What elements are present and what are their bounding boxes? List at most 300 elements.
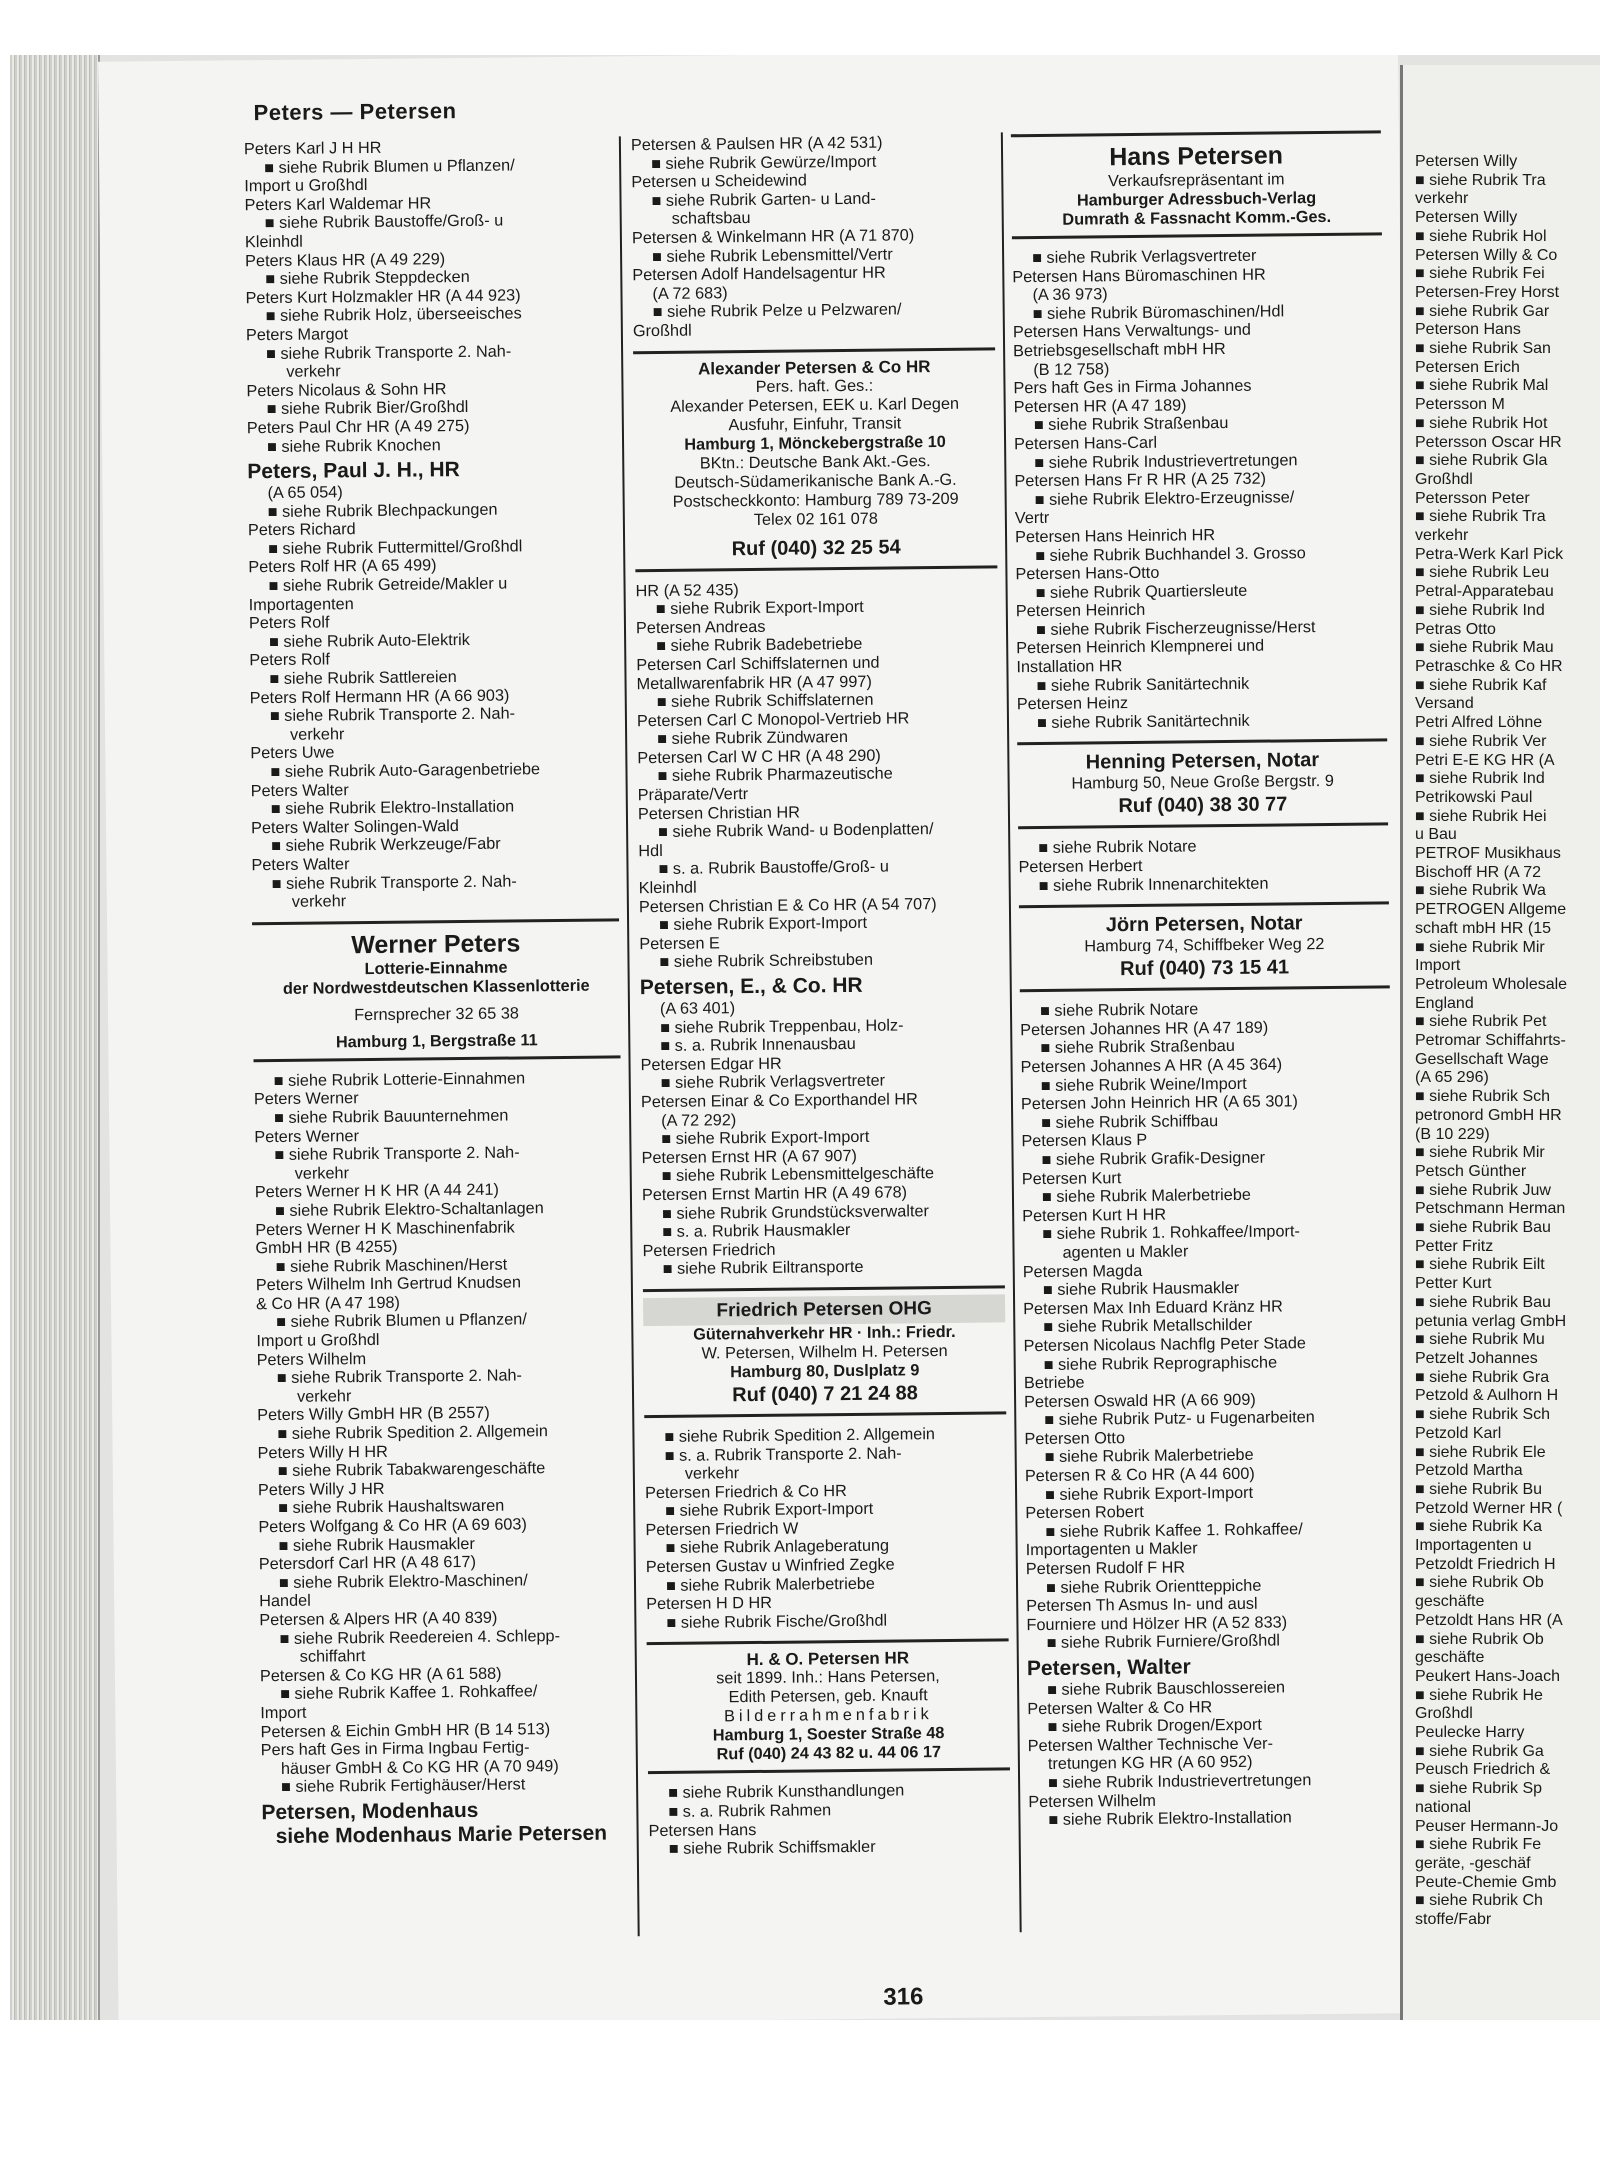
rubric-reference: ■ siehe Rubrik Elektro-Erzeugnisse/ [1034, 488, 1295, 509]
directory-entry: Petersen Hans Fr R HR (A 25 732) [1014, 469, 1267, 491]
directory-entry: Hdl [638, 841, 663, 861]
rubric-reference: ■ siehe Rubrik Straßenbau [1040, 1037, 1235, 1058]
directory-entry: Großhdl [1415, 1705, 1473, 1723]
rubric-reference: ■ siehe Rubrik Ele [1415, 1443, 1546, 1461]
directory-entry: Petersen Carl Schiffslaternen und [636, 653, 880, 675]
directory-entry: Petersen u Scheidewind [631, 171, 808, 192]
rubric-reference: ■ siehe Rubrik Ob [1415, 1574, 1544, 1592]
ad-title: Werner Peters [351, 929, 521, 959]
rubric-reference: ■ siehe Rubrik Eiltransporte [662, 1258, 864, 1279]
directory-entry: national [1415, 1798, 1472, 1816]
rubric-reference: ■ siehe Rubrik Innenarchitekten [1038, 874, 1269, 895]
rubric-reference: ■ siehe Rubrik Steppdecken [265, 268, 470, 289]
rubric-reference: ■ siehe Rubrik Juw [1415, 1181, 1551, 1199]
rubric-reference: ■ siehe Rubrik Baustoffe/Groß- u [264, 211, 504, 233]
directory-entry: Petral-Apparatebau [1415, 583, 1554, 601]
directory-entry: Petersen Friedrich & Co HR [644, 1481, 847, 1502]
rubric-reference: ■ siehe Rubrik Fertighäuser/Herst [281, 1775, 526, 1797]
directory-entry: Importagenten u [1415, 1537, 1532, 1555]
directory-entry: verkehr [286, 362, 341, 381]
rubric-reference: ■ siehe Rubrik Kaffee 1. Rohkaffee/ [1045, 1520, 1303, 1541]
ad-address: Hamburg 80, Duslplatz 9 [730, 1361, 920, 1382]
directory-entry: Petschmann Herman [1415, 1200, 1566, 1218]
directory-entry: Peters Wolfgang & Co HR (A 69 603) [258, 1515, 527, 1537]
directory-entry: Handel [259, 1592, 311, 1611]
rubric-reference: ■ siehe Rubrik Ind [1415, 601, 1545, 619]
rubric-reference: ■ siehe Rubrik Sp [1415, 1780, 1543, 1798]
directory-entry: Petersen Nicolaus Nachflg Peter Stade [1023, 1334, 1306, 1356]
directory-entry: England [1415, 994, 1474, 1012]
rubric-reference: ■ siehe Rubrik Badebetriebe [656, 635, 863, 656]
directory-entry: Petersen & Winkelmann HR (A 71 870) [631, 226, 915, 248]
directory-entry: Petersson Oscar HR [1415, 433, 1562, 451]
directory-entry: (A 72 292) [661, 1110, 737, 1130]
rubric-reference: ■ siehe Rubrik Buchhandel 3. Grosso [1035, 543, 1306, 565]
directory-entry: Peulecke Harry [1415, 1724, 1525, 1742]
directory-entry: PETROGEN Allgeme [1415, 901, 1567, 919]
ad-line: Postscheckkonto: Hamburg 789 73-209 [672, 489, 959, 511]
directory-entry: Betriebsgesellschaft mbH HR [1013, 339, 1226, 361]
rubric-reference: ■ siehe Rubrik Elektro-Installation [270, 797, 515, 819]
rubric-reference: ■ siehe Rubrik Export-Import [661, 1127, 870, 1149]
directory-entry: Präparate/Vertr [637, 785, 749, 805]
rubric-reference: ■ siehe Rubrik Spedition 2. Allgemein [277, 1422, 548, 1444]
rubric-reference: ■ siehe Rubrik Straßenbau [1033, 414, 1229, 435]
directory-entry: Petter Kurt [1415, 1275, 1492, 1293]
directory-entry: Petersen Ernst Martin HR (A 49 678) [641, 1183, 908, 1205]
rubric-reference: ■ siehe Rubrik Bauschlossereien [1047, 1678, 1286, 1699]
directory-entry: verkehr [289, 725, 345, 744]
directory-entry: Petersen Kurt H HR [1022, 1205, 1167, 1225]
rubric-reference: ■ siehe Rubrik Bau [1415, 1219, 1551, 1237]
directory-entry: Petsch Günther [1415, 1162, 1527, 1180]
directory-entry: geschäfte [1415, 1649, 1485, 1667]
rubric-reference: ■ siehe Rubrik Mu [1415, 1331, 1545, 1349]
rubric-reference: ■ siehe Rubrik Mau [1415, 639, 1554, 657]
directory-entry: Peters Wilhelm [256, 1349, 367, 1369]
rubric-reference: ■ siehe Rubrik Mir [1415, 938, 1545, 956]
directory-entry: Importagenten [248, 594, 354, 614]
directory-entry: Petersen & Co KG HR (A 61 588) [259, 1664, 502, 1685]
directory-entry: Petersen Willy [1415, 209, 1518, 227]
directory-entry: verkehr [1415, 527, 1469, 545]
rubric-reference: ■ siehe Rubrik Kunsthandlungen [668, 1781, 905, 1803]
directory-entry: Peters Rolf [249, 650, 330, 670]
directory-entry: Metallwarenfabrik HR (A 47 997) [636, 672, 872, 693]
directory-entry: Petersen Kurt [1021, 1168, 1122, 1188]
ad-werner-peters [252, 918, 620, 1062]
directory-entry: petunia verlag GmbH [1415, 1312, 1567, 1330]
rubric-reference: ■ siehe Rubrik Auto-Elektrik [269, 630, 470, 651]
rubric-reference: ■ siehe Rubrik San [1415, 340, 1551, 358]
rubric-reference: ■ siehe Rubrik Bu [1415, 1480, 1543, 1498]
directory-entry: Petrikowski Paul [1415, 788, 1533, 806]
directory-entry: Petra-Werk Karl Pick [1415, 545, 1564, 563]
ad-line: Güternahverkehr HR · Inh.: Friedr. [693, 1322, 956, 1344]
directory-entry: Peters Walter Solingen-Wald [250, 816, 459, 838]
directory-page [98, 55, 1419, 2020]
rubric-reference: ■ siehe Rubrik Gra [1415, 1368, 1550, 1386]
directory-entry: Petersen Hans-Otto [1015, 563, 1160, 584]
directory-entry: Versand [1415, 695, 1474, 713]
directory-entry: Petersen Friedrich W [645, 1519, 799, 1540]
directory-entry: Petersen Oswald HR (A 66 909) [1024, 1390, 1256, 1411]
rubric-reference: ■ siehe Rubrik Tra [1415, 508, 1546, 526]
entry-list [640, 996, 1005, 1279]
directory-entry: Petersen Hans Büromaschinen HR [1012, 265, 1266, 286]
rubric-reference: ■ siehe Rubrik Export-Import [665, 1500, 874, 1521]
column-1 [244, 136, 629, 1849]
directory-entry: Petersen HR (A 47 189) [1013, 396, 1187, 416]
directory-entry: Peters Kurt Holzmakler HR (A 44 923) [245, 286, 521, 308]
ad-line: Hamburger Adressbuch-Verlag [1076, 189, 1317, 210]
directory-entry: Petzold Karl [1415, 1424, 1502, 1442]
rubric-reference: ■ siehe Rubrik Gewürze/Import [651, 152, 877, 173]
directory-entry: verkehr [294, 1163, 350, 1183]
ad-phone: Ruf (040) 73 15 41 [1119, 956, 1290, 981]
rubric-reference: ■ siehe Rubrik Gar [1415, 302, 1550, 320]
ad-address: Hamburg 74, Schiffbeker Weg 22 [1084, 935, 1325, 956]
directory-entry: Petersen Adolf Handelsagentur HR [632, 263, 886, 285]
directory-entry: Peters Rolf [248, 613, 330, 633]
rubric-reference: ■ siehe Rubrik Lotterie-Einnahmen [273, 1069, 526, 1090]
rubric-reference: ■ siehe Rubrik Grafik-Designer [1041, 1148, 1266, 1169]
rubric-reference: ■ s. a. Rubrik Baustoffe/Groß- u [658, 858, 889, 879]
directory-entry: Petersen Heinz [1016, 694, 1129, 714]
rubric-reference: ■ siehe Rubrik Fe [1415, 1836, 1542, 1854]
rubric-reference: ■ siehe Rubrik Werkzeuge/Fabr [271, 835, 501, 856]
directory-entry: Pers haft Ges in Firma Johannes [1013, 376, 1252, 398]
ad-title: Friedrich Petersen OHG [716, 1298, 932, 1322]
ad-hans-petersen [1011, 130, 1382, 239]
rubric-reference: ■ siehe Rubrik Putz- u Fugenarbeiten [1044, 1408, 1315, 1430]
rubric-reference: ■ siehe Rubrik Maschinen/Herst [275, 1255, 508, 1276]
rubric-reference: ■ siehe Rubrik Ver [1415, 732, 1547, 750]
entry-list [1012, 245, 1387, 732]
ad-address: Hamburg 50, Neue Große Bergstr. 9 [1071, 772, 1334, 794]
rubric-reference: ■ siehe Rubrik Bier/Großhdl [266, 398, 469, 419]
rubric-reference: ■ siehe Rubrik Verlagsvertreter [660, 1071, 886, 1093]
directory-entry: geschäfte [1415, 1593, 1485, 1611]
rubric-reference: ■ siehe Rubrik Büromaschinen/Hdl [1032, 302, 1285, 323]
directory-entry: Peters Richard [247, 520, 356, 540]
ad-line: Bilderrahmenfabrik [723, 1705, 933, 1726]
rubric-reference: ■ siehe Rubrik Hei [1415, 807, 1547, 825]
rubric-reference: ■ siehe Rubrik Wand- u Bodenplatten/ [658, 820, 934, 842]
rubric-reference: ■ siehe Rubrik Ch [1415, 1892, 1543, 1910]
directory-entry: Import [260, 1703, 307, 1723]
directory-entry: Petersen Andreas [635, 617, 766, 637]
directory-entry: Kleinhdl [638, 878, 697, 898]
scanned-book-spread [10, 55, 1600, 2020]
directory-entry: (A 72 683) [652, 283, 728, 303]
rubric-reference: ■ siehe Rubrik Lebensmittel/Vertr [652, 245, 893, 266]
directory-entry: Import u Großhdl [256, 1330, 380, 1351]
rubric-reference: ■ siehe Rubrik Hausmakler [1042, 1279, 1240, 1300]
rubric-reference: ■ siehe Rubrik Furniere/Großhdl [1046, 1631, 1281, 1653]
rubric-reference: ■ siehe Rubrik Ka [1415, 1518, 1543, 1536]
directory-entry: Peters Rolf HR (A 65 499) [248, 556, 437, 577]
directory-entry: Peters Klaus HR (A 49 229) [245, 249, 446, 270]
directory-entry: Peute-Chemie Gmb [1415, 1873, 1557, 1891]
ad-address: Hamburg 1, Bergstraße 11 [335, 1031, 538, 1052]
directory-entry: Petersson M [1415, 396, 1505, 414]
directory-entry: Petersen Hans Verwaltungs- und [1012, 321, 1252, 342]
ad-title: Alexander Petersen & Co HR [697, 356, 931, 379]
rubric-reference: ■ siehe Rubrik Treppenbau, Holz- [660, 1016, 904, 1037]
directory-entry: Petersen & Alpers HR (A 40 839) [259, 1608, 498, 1630]
directory-entry: Petersen & Paulsen HR (A 42 531) [630, 133, 883, 155]
ad-line: Lotterie-Einnahme [364, 958, 508, 978]
directory-entry: Petraschke & Co HR [1415, 657, 1563, 675]
rubric-reference: ■ siehe Rubrik Drogen/Export [1047, 1715, 1262, 1737]
directory-entry: Peters Walter [250, 780, 349, 800]
directory-entry: Peters Nicolaus & Sohn HR [246, 379, 447, 400]
directory-entry: schaftsbau [671, 209, 751, 229]
directory-entry: verkehr [291, 892, 347, 911]
directory-entry: Petersen Johannes HR (A 47 189) [1020, 1018, 1269, 1040]
directory-entry: Petersen-Frey Horst [1415, 283, 1560, 301]
directory-entry: Peters Karl J H HR [243, 138, 382, 159]
directory-entry: Peusch Friedrich & [1415, 1761, 1551, 1779]
rubric-reference: ■ siehe Rubrik Weine/Import [1040, 1074, 1247, 1095]
directory-entry: Großhdl [632, 321, 692, 341]
ad-line: Edith Petersen, geb. Knauft [728, 1686, 928, 1707]
ad-title-band [643, 1294, 1005, 1326]
rubric-reference: ■ siehe Rubrik Malerbetriebe [665, 1574, 876, 1595]
rubric-reference: ■ siehe Rubrik Fische/Großhdl [666, 1611, 888, 1632]
rubric-reference: ■ siehe Rubrik Pet [1415, 1013, 1547, 1031]
ad-title: H. & O. Petersen HR [746, 1648, 910, 1670]
rubric-reference: ■ siehe Rubrik Quartiersleute [1035, 581, 1248, 602]
directory-entry: Petersdorf Carl HR (A 48 617) [258, 1553, 477, 1574]
rubric-reference: ■ siehe Rubrik Spedition 2. Allgemein [664, 1425, 936, 1446]
directory-entry: Petersen & Eichin GmbH HR (B 14 513) [260, 1719, 551, 1741]
rubric-reference: ■ siehe Rubrik Hol [1415, 227, 1547, 245]
directory-entry: Petersen Hans-Carl [1013, 433, 1158, 454]
ad-line: der Nordwestdeutschen Klassenlotterie [282, 976, 590, 998]
ad-friedrich-petersen [643, 1285, 1006, 1418]
rubric-reference: ■ siehe Rubrik Schiffslaternen [656, 690, 874, 712]
rubric-reference: ■ siehe Rubrik Fischerzeugnisse/Herst [1035, 617, 1316, 639]
rubric-reference: ■ siehe Rubrik Anlageberatung [665, 1537, 890, 1558]
directory-entry: Petersen Gustav u Winfried Zegke [645, 1555, 895, 1577]
directory-entry: stoffe/Fabr [1415, 1911, 1492, 1929]
rubric-reference: ■ siehe Rubrik Tra [1415, 171, 1546, 189]
rubric-reference: ■ siehe Rubrik Lebensmittelgeschäfte [661, 1164, 935, 1186]
directory-entry: Petersen Willy [1415, 153, 1518, 170]
directory-entry: Petersen Walter & Co HR [1027, 1697, 1213, 1718]
bold-entry-paul-peters: Peters, Paul J. H., HR [247, 458, 460, 484]
adjacent-page-partial [1400, 65, 1600, 2020]
ad-line: Dumrath & Fassnacht Komm.-Ges. [1062, 207, 1332, 229]
rubric-reference: ■ siehe Rubrik Export-Import [655, 597, 864, 619]
rubric-reference: ■ siehe Rubrik Auto-Garagenbetriebe [270, 760, 541, 782]
directory-entry: Petersen Hans [648, 1820, 757, 1840]
entry-list [244, 136, 614, 456]
ad-line: Telex 02 161 078 [753, 509, 878, 529]
directory-entry: Petersen Wilhelm [1028, 1791, 1156, 1811]
directory-entry: Installation HR [1016, 657, 1123, 677]
directory-entry: Betriebe [1023, 1373, 1085, 1393]
rubric-reference: ■ siehe Rubrik Elektro-Schaltanlagen [274, 1199, 544, 1220]
directory-entry: Peters Wilhelm Inh Gertrud Knudsen [255, 1273, 522, 1295]
directory-entry: verkehr [1415, 190, 1469, 208]
rubric-reference: ■ siehe Rubrik Sch [1415, 1406, 1551, 1424]
directory-entry: Petersen Rudolf F HR [1025, 1558, 1186, 1579]
page-number: 316 [883, 1983, 924, 2011]
rubric-reference: ■ siehe Rubrik Kaf [1415, 676, 1547, 694]
directory-entry: Peters Werner [254, 1126, 360, 1146]
rubric-reference: ■ siehe Rubrik Metallschilder [1043, 1316, 1253, 1337]
rubric-reference: ■ siehe Rubrik Hot [1415, 414, 1548, 432]
directory-entry: Peuser Hermann-Jo [1415, 1817, 1559, 1835]
directory-entry: Pers haft Ges in Firma Ingbau Fertig- [260, 1738, 530, 1760]
ad-line: seit 1899. Inh.: Hans Petersen, [716, 1667, 940, 1688]
bold-entry-e-petersen: Petersen, E., & Co. HR [639, 973, 863, 1000]
directory-entry: häuser GmbH & Co KG HR (A 70 949) [280, 1756, 559, 1778]
rubric-reference: ■ s. a. Rubrik Innenausbau [660, 1035, 856, 1056]
directory-entry: Petersen Christian E & Co HR (A 54 707) [638, 894, 937, 916]
rubric-reference: ■ siehe Rubrik Grundstücksverwalter [662, 1201, 930, 1223]
directory-entry: geräte, -geschäf [1415, 1854, 1531, 1872]
modenhaus-reference: siehe Modenhaus Marie Petersen [275, 1821, 608, 1848]
rubric-reference: ■ siehe Rubrik Transporte 2. Nah- [274, 1143, 520, 1165]
directory-entry: HR (A 52 435) [635, 580, 739, 600]
directory-entry: schiffahrt [299, 1647, 366, 1666]
rubric-reference: ■ siehe Rubrik Knochen [266, 435, 441, 456]
rubric-reference: ■ siehe Rubrik Leu [1415, 564, 1550, 582]
entry-list [247, 481, 618, 912]
ad-address: Hamburg 1, Soester Straße 48 [712, 1724, 945, 1745]
entry-list [636, 578, 1002, 972]
directory-entry: (A 65 296) [1415, 1069, 1489, 1087]
directory-entry: Peters Uwe [250, 743, 335, 763]
ad-phone: Ruf (040) 32 25 54 [731, 535, 901, 560]
directory-entry: Peters Werner H K HR (A 44 241) [254, 1180, 499, 1202]
ad-line: Deutsch-Südamerikanische Bank A.-G. [674, 470, 957, 492]
directory-entry: (A 36 973) [1032, 285, 1108, 305]
entry-list [1020, 999, 1397, 1654]
rubric-reference: ■ siehe Rubrik Bauunternehmen [274, 1106, 509, 1127]
directory-entry: (B 10 229) [1415, 1125, 1490, 1143]
rubric-reference: ■ siehe Rubrik Industrievertretungen [1048, 1771, 1312, 1792]
directory-entry: Fourniere und Hölzer HR (A 52 833) [1026, 1613, 1288, 1634]
directory-entry: Petersen Johannes A HR (A 45 364) [1020, 1055, 1283, 1077]
directory-entry: Petzold & Aulhorn H [1415, 1387, 1559, 1405]
ad-line: Pers. haft. Ges.: [755, 376, 874, 396]
directory-entry: Petri Alfred Löhne [1415, 714, 1543, 732]
rubric-reference: ■ siehe Rubrik Schiffsmakler [668, 1837, 876, 1859]
directory-entry: Petersen Robert [1025, 1503, 1144, 1523]
rubric-reference: ■ siehe Rubrik 1. Rohkaffee/Import- [1042, 1222, 1300, 1244]
ad-joern-petersen [1019, 902, 1390, 993]
directory-entry: & Co HR (A 47 198) [255, 1293, 401, 1314]
rubric-reference: ■ siehe Rubrik Pharmazeutische [657, 764, 893, 786]
directory-entry: Peterson Hans [1415, 321, 1521, 339]
rubric-reference: ■ siehe Rubrik Reedereien 4. Schlepp- [279, 1626, 561, 1648]
rubric-reference: ■ siehe Rubrik Mal [1415, 377, 1549, 395]
directory-entry: (B 12 758) [1033, 359, 1110, 379]
rubric-reference: ■ siehe Rubrik Ob [1415, 1630, 1544, 1648]
directory-entry: Peters Willy J HR [257, 1479, 385, 1500]
directory-entry: (A 63 401) [659, 999, 736, 1018]
rubric-reference: ■ siehe Rubrik Blumen u Pflanzen/ [264, 156, 515, 177]
rubric-reference: ■ siehe Rubrik Malerbetriebe [1044, 1446, 1254, 1467]
entry-list [1403, 65, 1600, 1930]
ad-henning-petersen [1017, 739, 1388, 830]
directory-entry: Petter Fritz [1415, 1237, 1494, 1255]
directory-entry: Peters Karl Waldemar HR [244, 194, 432, 215]
directory-entry: Bischoff HR (A 72 [1415, 863, 1541, 881]
rubric-reference: ■ s. a. Rubrik Rahmen [668, 1801, 832, 1821]
rubric-reference: ■ siehe Rubrik Blechpackungen [267, 500, 498, 521]
ad-line: W. Petersen, Wilhelm H. Petersen [701, 1341, 948, 1363]
column-2 [631, 132, 1011, 1859]
directory-entry: Petersen Erich [1415, 358, 1520, 376]
rubric-reference: ■ siehe Rubrik Industrievertretungen [1034, 450, 1298, 472]
directory-entry: Petersen Herbert [1018, 856, 1143, 877]
directory-entry: Peters Willy H HR [257, 1442, 388, 1462]
directory-entry: u Bau [1415, 826, 1457, 844]
entry-list [1027, 1677, 1399, 1830]
directory-entry: Import u Großhdl [244, 176, 368, 196]
column-3 [1011, 128, 1399, 1830]
rubric-reference: ■ siehe Rubrik Ga [1415, 1742, 1544, 1760]
rubric-reference: ■ siehe Rubrik Holz, überseeisches [265, 304, 522, 326]
directory-entry: Petersen Otto [1024, 1429, 1126, 1449]
rubric-reference: ■ siehe Rubrik Notare [1038, 837, 1197, 858]
ad-line: BKtn.: Deutsche Bank Akt.-Ges. [699, 451, 931, 473]
directory-entry: Petersen Willy & Co [1415, 246, 1558, 264]
rubric-reference: ■ siehe Rubrik Eilt [1415, 1256, 1545, 1274]
directory-entry: GmbH HR (B 4255) [255, 1237, 398, 1258]
rubric-reference: ■ siehe Rubrik Wa [1415, 882, 1546, 900]
entry-list [648, 1781, 1011, 1859]
directory-entry: Petersen Heinrich [1015, 601, 1146, 621]
rubric-reference: ■ siehe Rubrik Sanitärtechnik [1036, 674, 1250, 695]
directory-entry: Petersen Th Asmus In- und ausl [1026, 1594, 1258, 1616]
entry-list [631, 132, 995, 340]
ad-line: Alexander Petersen, EEK u. Karl Degen [670, 394, 960, 416]
directory-entry: Petri E-E KG HR (A [1415, 751, 1555, 769]
directory-entry: Petersen Magda [1022, 1261, 1143, 1281]
directory-entry: Peters Rolf Hermann HR (A 66 903) [249, 686, 510, 707]
rubric-reference: ■ siehe Rubrik Hausmakler [278, 1534, 475, 1555]
rubric-reference: ■ siehe Rubrik Zündwaren [657, 728, 849, 749]
directory-entry: Import [1415, 957, 1461, 975]
directory-entry: Petzold Werner HR ( [1415, 1499, 1563, 1517]
directory-entry: Petersen Hans Heinrich HR [1014, 526, 1216, 547]
directory-entry: Petzold Martha [1415, 1462, 1523, 1480]
directory-entry: (A 65 054) [267, 483, 343, 503]
directory-entry: Petersson Peter [1415, 489, 1530, 507]
directory-entry: Petersen H D HR [646, 1594, 773, 1614]
rubric-reference: ■ siehe Rubrik Schiffbau [1041, 1111, 1219, 1132]
book-page-edge [10, 55, 100, 2020]
bold-entry-walter-petersen: Petersen, Walter [1026, 1655, 1191, 1681]
directory-entry: Petersen Carl W C HR (A 48 290) [637, 746, 881, 768]
ad-phone: Ruf (040) 24 43 82 u. 44 06 17 [716, 1743, 942, 1764]
rubric-reference: ■ siehe Rubrik Getreide/Makler u [268, 574, 508, 596]
rubric-reference: ■ s. a. Rubrik Transporte 2. Nah- [664, 1443, 902, 1465]
directory-entry: schaft mbH HR (15 [1415, 919, 1552, 937]
directory-entry: Petersen R & Co HR (A 44 600) [1024, 1464, 1255, 1486]
directory-entry: Petersen Friedrich [642, 1240, 776, 1260]
directory-entry: Peters Werner [253, 1089, 359, 1109]
directory-entry: Petromar Schiffahrts- [1415, 1032, 1566, 1050]
directory-entry: verkehr [684, 1464, 740, 1483]
